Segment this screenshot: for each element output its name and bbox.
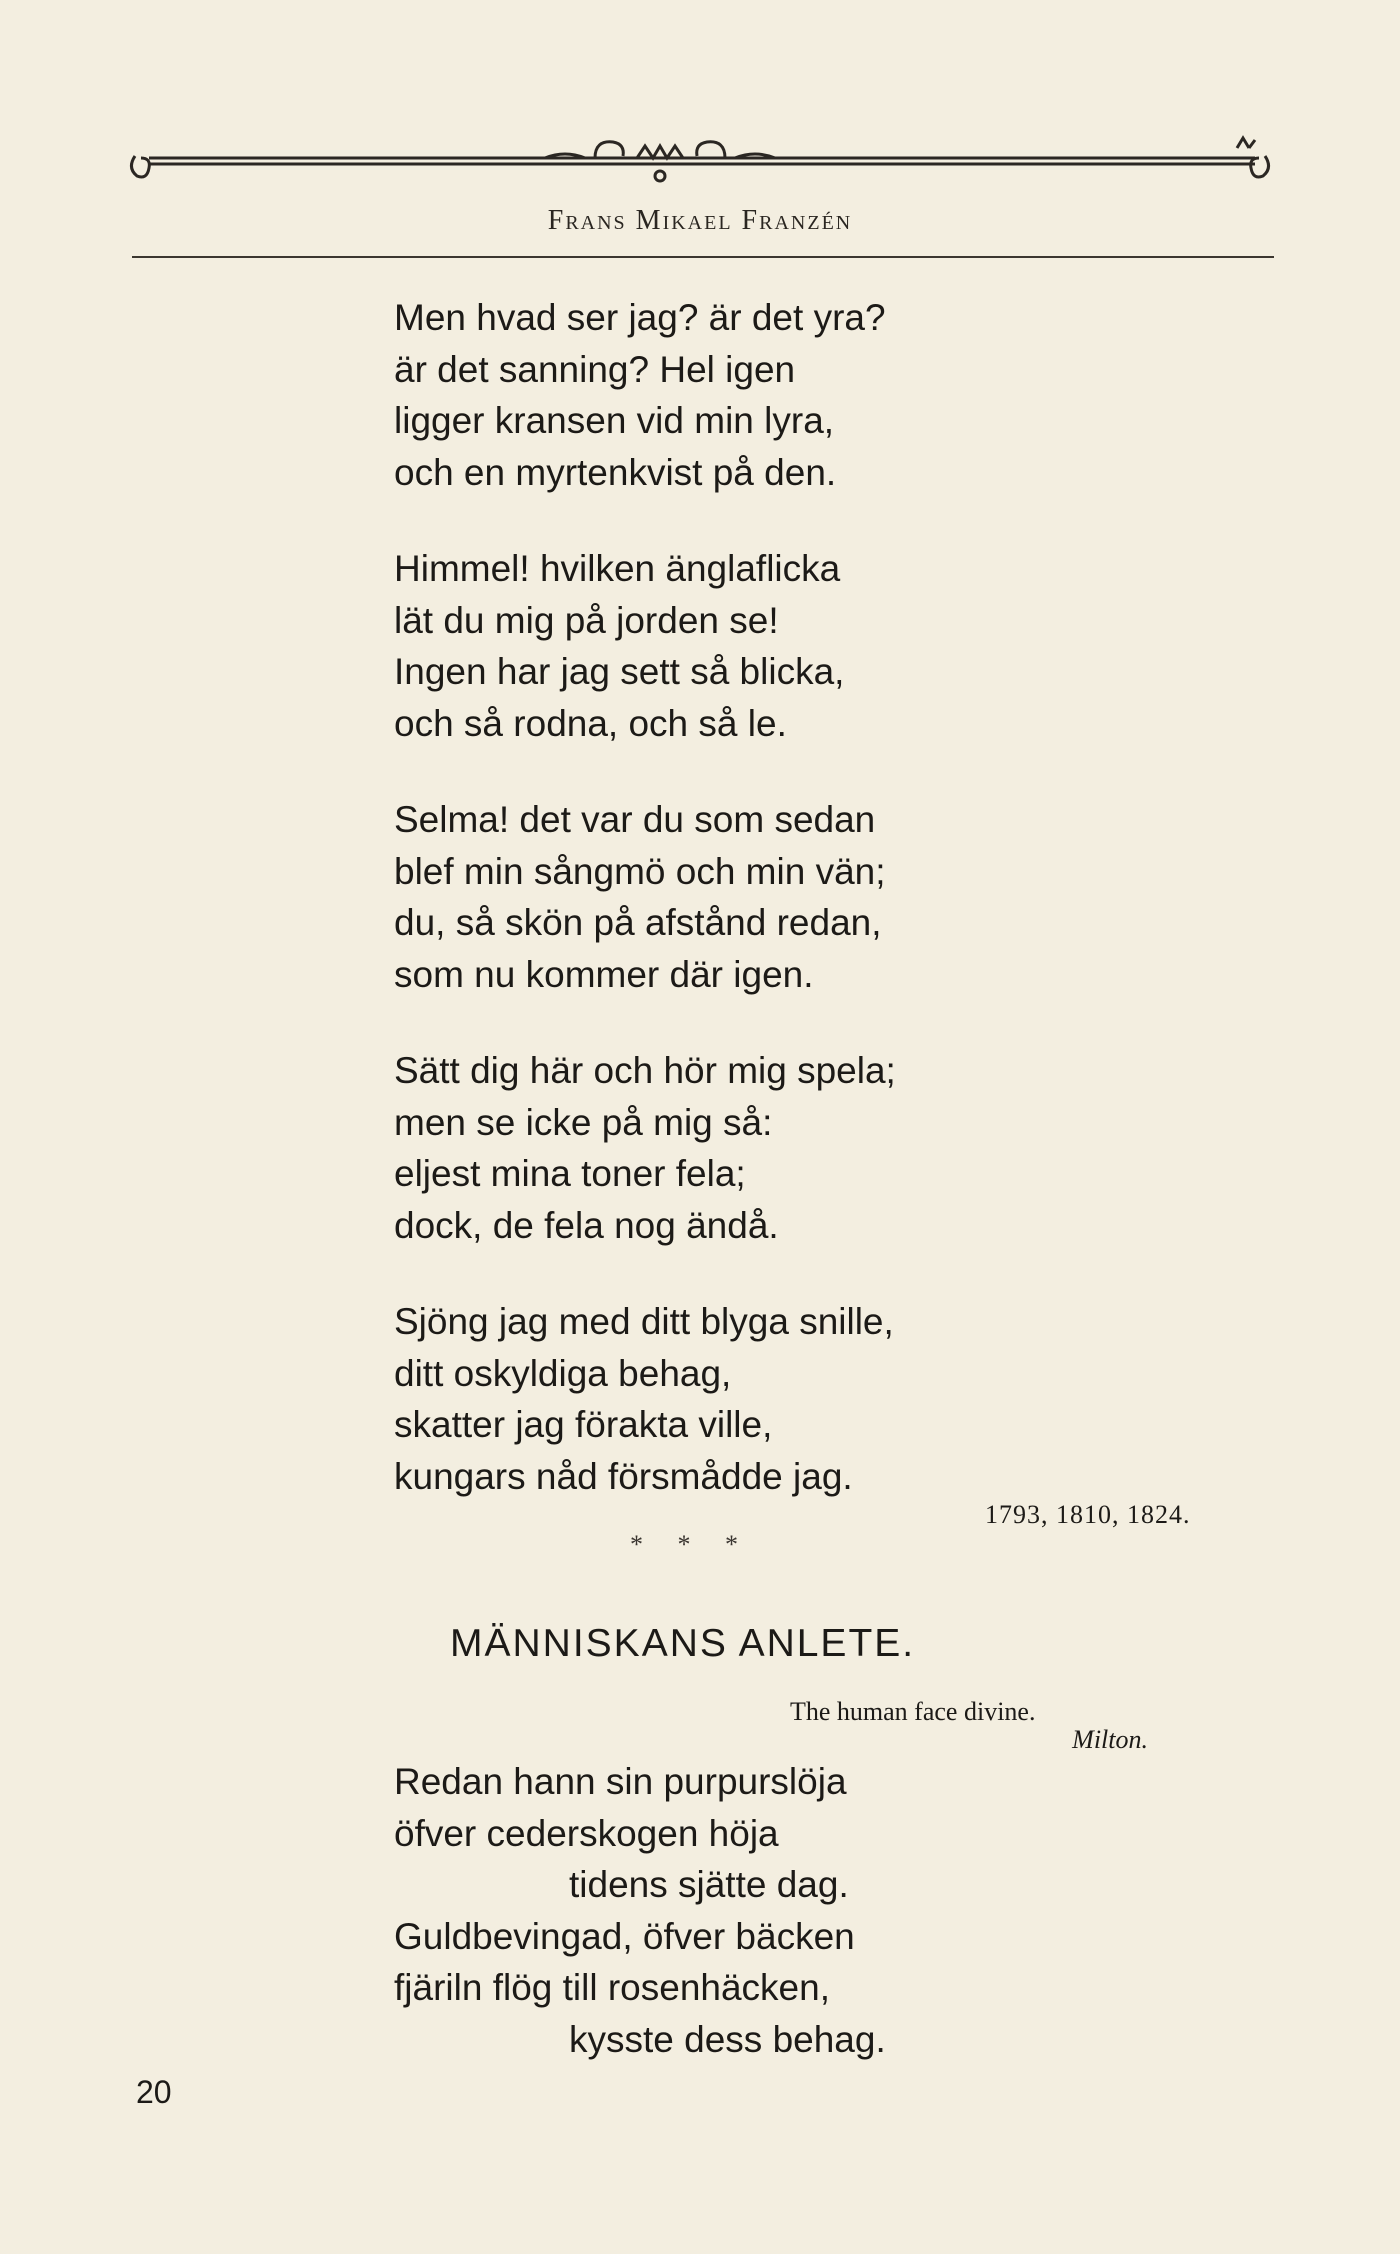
poem-line: och en myrtenkvist på den. (394, 451, 837, 493)
stanza-5 (394, 1296, 896, 1502)
poem-line: Redan hann sin purpurslöja (394, 1761, 847, 1802)
poem-line: Men hvad ser jag? är det yra? (394, 297, 886, 338)
poem-line: öfver cederskogen höja (394, 1812, 779, 1854)
poem-line: Sjöng jag med ditt blyga snille, (394, 1301, 894, 1342)
poem-line: Guldbevingad, öfver bäcken (394, 1915, 855, 1957)
epigraph (790, 1698, 1148, 1754)
poem-line: och så rodna, och så le. (394, 702, 787, 744)
poem-2 (394, 1756, 886, 2065)
poem-line: Selma! det var du som sedan (394, 799, 876, 840)
poem-line: men se icke på mig så: (394, 1101, 773, 1143)
poem-line: blef min sångmö och min vän; (394, 850, 886, 892)
poem-1 (394, 292, 896, 1547)
poem-line: Himmel! hvilken änglaflicka (394, 548, 841, 589)
poem-line: lät du mig på jorden se! (394, 599, 779, 641)
poem-line: ditt oskyldiga behag, (394, 1352, 732, 1394)
poem-title: MÄNNISKANS ANLETE. (450, 1622, 916, 1665)
poem-line: tidens sjätte dag. (569, 1864, 849, 1905)
poem-line: som nu kommer där igen. (394, 953, 814, 995)
stanza-3 (394, 794, 896, 1000)
poem-line: dock, de fela nog ändå. (394, 1204, 779, 1246)
section-separator: * * * (630, 1530, 738, 1559)
poem-line: skatter jag förakta ville, (394, 1404, 773, 1445)
stanza-1 (394, 292, 896, 498)
epigraph-quote: The human face divine. (790, 1697, 1036, 1726)
poem-dates: 1793, 1810, 1824. (985, 1500, 1191, 1529)
page-number: 20 (136, 2074, 172, 2110)
poem-line: kysste dess behag. (569, 2018, 886, 2060)
poem-line: eljest mina toner fela; (394, 1153, 746, 1194)
poem-line: Sätt dig här och hör mig spela; (394, 1050, 896, 1091)
poem-line: är det sanning? Hel igen (394, 348, 796, 390)
stanza-2 (394, 543, 896, 749)
decorative-header-rule-icon (125, 128, 1275, 198)
poem-line: ligger kransen vid min lyra, (394, 400, 835, 441)
poem-line: Ingen har jag sett så blicka, (394, 651, 845, 692)
poem-line: fjäriln flög till rosenhäcken, (394, 1967, 830, 2008)
stanza-4 (394, 1045, 896, 1251)
poem-line: du, så skön på afstånd redan, (394, 902, 882, 943)
header-divider (132, 256, 1274, 258)
running-head: Frans Mikael Franzén (547, 205, 853, 236)
epigraph-attribution: Milton. (1072, 1725, 1148, 1754)
poem-line: kungars nåd försmådde jag. (394, 1455, 853, 1497)
